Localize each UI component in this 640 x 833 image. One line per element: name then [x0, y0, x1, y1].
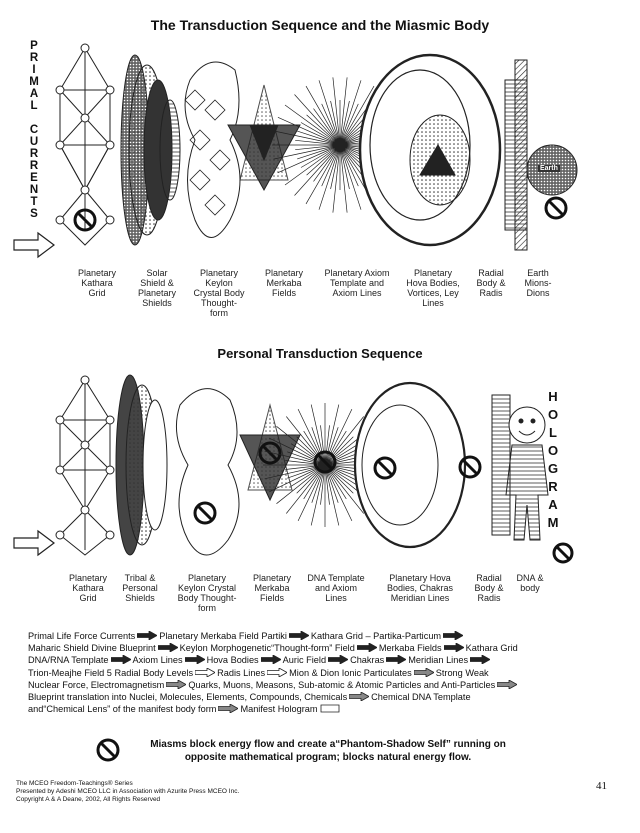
flow-term: DNA/RNA Template	[28, 655, 109, 666]
flow-term: Radis Lines	[217, 667, 266, 678]
keylon-crystal-body-top	[185, 62, 240, 238]
vertical-letter: O	[547, 407, 559, 422]
vertical-letter: O	[547, 443, 559, 458]
kathara-grid-top	[56, 44, 114, 245]
stage-label: Planetary Hova Bodies, Vortices, Ley Lines	[406, 268, 460, 308]
vertical-letter: L	[549, 425, 557, 440]
miasm-icon	[546, 198, 566, 218]
flow-arrow-icon	[166, 680, 186, 689]
flow-arrow-icon	[195, 668, 215, 677]
vertical-letter: N	[29, 184, 39, 196]
flow-arrow-icon	[497, 680, 517, 689]
entry-arrow-bottom	[14, 531, 54, 555]
flow-row	[28, 654, 519, 666]
stage-label: Planetary Keylon Crystal Body Thought- form	[177, 573, 237, 613]
flow-term: Chakras	[350, 655, 385, 666]
flow-row	[28, 667, 519, 679]
personal-transduction-diagram	[0, 365, 640, 570]
flow-term: Manifest Hologram	[240, 704, 318, 715]
page-title: The Transduction Sequence and the Miasmic Body	[150, 17, 490, 33]
flow-term: Strong Weak	[435, 667, 489, 678]
stage-label: Tribal & Personal Shields	[122, 573, 158, 603]
section-title-personal: Personal Transduction Sequence	[217, 346, 423, 361]
flow-term: and“Chemical Lens” of the manifest body form	[28, 704, 217, 715]
vertical-letter: L	[30, 100, 38, 112]
flow-row	[28, 691, 519, 703]
stage-label: Planetary Merkaba Fields	[252, 573, 292, 603]
hova-bodies-bottom	[355, 383, 465, 547]
miasm-icon	[554, 544, 572, 562]
vertical-letter: R	[29, 160, 39, 172]
vertical-letter: U	[29, 136, 39, 148]
personal-shields	[116, 375, 167, 555]
flow-term: Maharic Shield Divine Blueprint	[28, 643, 156, 654]
footer-copyright: Copyright A & A Deane, 2002, All Rights Reserved	[16, 796, 161, 803]
vertical-letter: S	[30, 208, 38, 220]
flow-arrow-icon	[185, 655, 205, 664]
flow-term: Quarks, Muons, Measons, Sub-atomic & Atomic Particles and Anti-Particles	[188, 679, 496, 690]
stage-label: Planetary Hova Bodies, Chakras Meridian Lines	[386, 573, 454, 603]
flow-term: Mion & Dion Ionic Particulates	[289, 667, 412, 678]
flow-arrow-icon	[328, 655, 348, 664]
flow-arrow-icon	[414, 668, 434, 677]
miasm-legend-icon	[95, 737, 121, 763]
flow-arrow-icon	[289, 631, 309, 640]
footer-series: The MCEO Freedom-Teachings® Series	[16, 780, 133, 787]
flow-term: Kathara Grid	[465, 643, 518, 654]
kathara-grid-bottom	[56, 376, 114, 555]
flow-term: Auric Field	[282, 655, 327, 666]
vertical-letter: A	[548, 497, 558, 512]
vertical-letter: P	[30, 40, 38, 52]
vertical-letter: T	[30, 196, 38, 208]
entry-arrow-top	[14, 233, 54, 257]
vertical-letter: E	[30, 172, 38, 184]
vertical-letter: R	[29, 148, 39, 160]
stage-label: Radial Body & Radis	[476, 268, 506, 298]
flow-term: Chemical DNA Template	[371, 691, 471, 702]
flow-arrow-icon	[386, 655, 406, 664]
miasm-note-line2: opposite mathematical program; blocks natural energy flow.	[184, 752, 472, 763]
stage-label: Radial Body & Radis	[474, 573, 504, 603]
flow-term: Nuclear Force, Electromagnetism	[28, 679, 165, 690]
page-number: 41	[596, 780, 607, 792]
flow-arrow-icon	[261, 655, 281, 664]
flow-arrow-icon	[267, 668, 287, 677]
miasm-note-line1: Miasms block energy flow and create a“Phantom-Shadow Self” running on	[150, 739, 506, 750]
keylon-crystal-body-bottom	[176, 389, 239, 555]
vertical-letter: C	[29, 124, 39, 136]
flow-term: Hova Bodies	[206, 655, 259, 666]
transduction-sequence-diagram	[0, 30, 640, 265]
miasm-note	[128, 738, 528, 764]
stage-label: Planetary Axiom Template and Axiom Lines	[324, 268, 390, 298]
stage-label: DNA Template and Axiom Lines	[307, 573, 365, 603]
flow-term: Meridian Lines	[408, 655, 469, 666]
flow-arrow-icon	[111, 655, 131, 664]
flow-arrow-icon	[137, 631, 157, 640]
stage-label: Planetary Kathara Grid	[68, 573, 108, 603]
flow-term: Merkaba Fields	[378, 643, 442, 654]
radial-body-bottom	[492, 395, 510, 535]
earth-badge: Earth	[540, 165, 558, 172]
hova-bodies-top	[360, 55, 500, 245]
vertical-letter: R	[29, 52, 39, 64]
flow-term: Kathara Grid – Partika-Particum	[310, 631, 442, 641]
flow-arrow-icon	[470, 655, 490, 664]
flow-term: Primal Life Force Currents	[28, 631, 136, 641]
flow-term: Axiom Lines	[132, 655, 183, 666]
flow-term: Trion-Meajhe Field 5 Radial Body Levels	[28, 667, 194, 678]
flow-arrow-icon	[320, 704, 340, 713]
vertical-letter: M	[547, 515, 559, 530]
flow-row	[28, 630, 519, 642]
flow-term: Planetary Merkaba Field Partiki	[159, 631, 287, 641]
stage-label: Solar Shield & Planetary Shields	[137, 268, 177, 308]
vertical-letter: G	[547, 461, 559, 476]
vertical-letter: I	[32, 64, 36, 76]
stage-label: Earth Mions- Dions	[524, 268, 552, 298]
footer	[16, 780, 239, 804]
flow-term: Blueprint translation into Nuclei, Molecules, Elements, Compounds, Chemicals	[28, 691, 348, 702]
flow-row	[28, 703, 519, 715]
flow-arrow-icon	[349, 692, 369, 701]
vertical-letter: R	[548, 479, 558, 494]
radial-body-top	[505, 60, 527, 250]
stage-label: Planetary Merkaba Fields	[264, 268, 304, 298]
solar-shield-top	[121, 55, 180, 245]
flow-arrow-icon	[158, 643, 178, 652]
vertical-letter: M	[29, 76, 39, 88]
stage-label: Planetary Kathara Grid	[77, 268, 117, 298]
flow-arrow-icon	[443, 631, 463, 640]
stage-label: Planetary Keylon Crystal Body Thought- form	[193, 268, 245, 318]
stage-label: DNA & body	[516, 573, 544, 593]
flow-row	[28, 642, 519, 654]
flow-row	[28, 679, 519, 691]
footer-presented: Presented by Adeshi MCEO LLC in Association with Azurite Press MCEO Inc.	[16, 788, 240, 795]
flow-arrow-icon	[357, 643, 377, 652]
human-figure	[506, 407, 548, 540]
flow-arrow-icon	[218, 704, 238, 713]
transduction-flow-text	[28, 630, 519, 715]
flow-term: Keylon Morphogenetic“Thought-form” Field	[179, 643, 355, 654]
vertical-letter: H	[548, 389, 558, 404]
flow-arrow-icon	[444, 643, 464, 652]
vertical-letter: A	[29, 88, 39, 100]
